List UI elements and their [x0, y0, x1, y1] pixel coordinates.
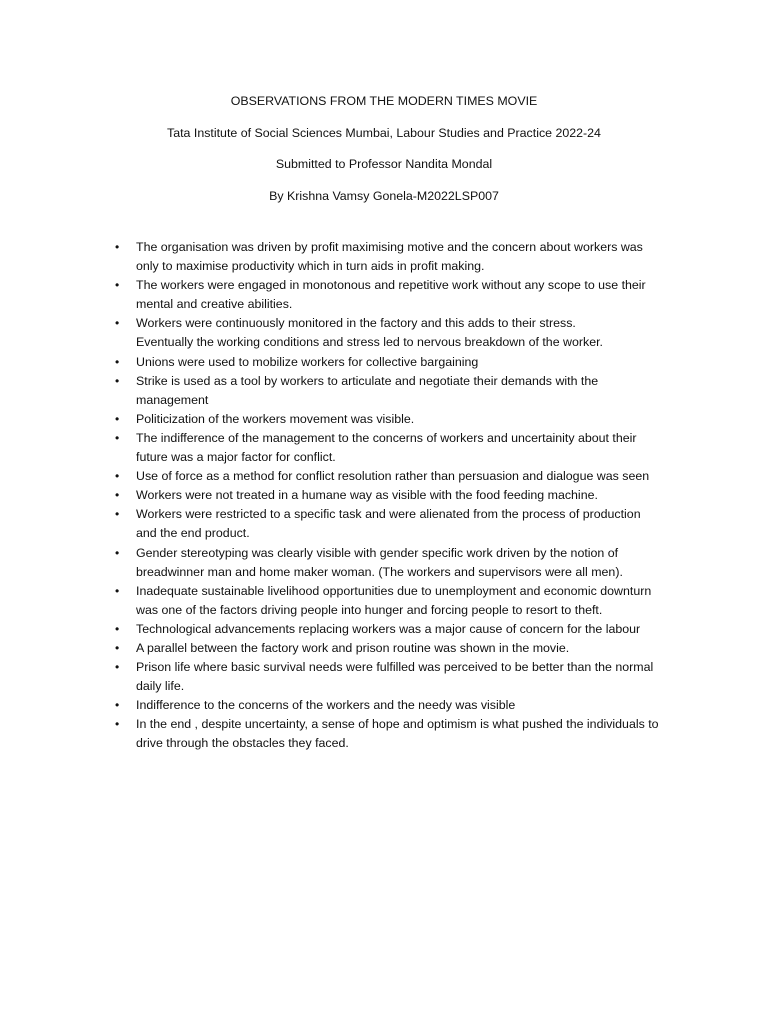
observation-item	[112, 715, 692, 753]
observation-text-line: Strike is used as a tool by workers to articulate and negotiate their demands with the	[136, 373, 599, 388]
bullet-dot-icon: •	[115, 488, 120, 503]
observation-item	[112, 314, 692, 352]
observation-text-line: was one of the factors driving people into hunger and forcing people to resort to theft.	[136, 602, 603, 617]
observation-text-line: drive through the obstacles they faced.	[136, 736, 349, 751]
observations-list	[112, 238, 692, 754]
observation-item	[112, 467, 692, 486]
observation-item	[112, 429, 692, 467]
observation-text-line: and the end product.	[136, 526, 250, 541]
observation-text-line: Workers were not treated in a humane way as visible with the food feeding machine.	[136, 488, 598, 503]
observation-item	[112, 505, 692, 543]
observation-text-line: The indifference of the management to the concerns of workers and uncertainity about their	[136, 430, 637, 445]
bullet-dot-icon: •	[115, 469, 120, 484]
observation-text-line: future was a major factor for conflict.	[136, 450, 336, 465]
observation-text-line: Eventually the working conditions and stress led to nervous breakdown of the worker.	[136, 335, 603, 350]
bullet-dot-icon: •	[115, 316, 120, 331]
bullet-dot-icon: •	[115, 640, 120, 655]
bullet-dot-icon: •	[115, 373, 120, 388]
observation-text-line: mental and creative abilities.	[136, 297, 293, 312]
observation-item	[112, 486, 692, 505]
observation-item	[112, 544, 692, 582]
bullet-dot-icon: •	[115, 354, 120, 369]
observation-text-line: Indifference to the concerns of the workers and the needy was visible	[136, 698, 516, 713]
observation-item	[112, 276, 692, 314]
observation-text-line: Technological advancements replacing workers was a major cause of concern for the labour	[136, 621, 641, 636]
observation-text-line: only to maximise productivity which in turn aids in profit making.	[136, 259, 485, 274]
bullet-dot-icon: •	[115, 278, 120, 293]
observation-text-line: Unions were used to mobilize workers for collective bargaining	[136, 354, 479, 369]
document-title: OBSERVATIONS FROM THE MODERN TIMES MOVIE	[230, 94, 538, 108]
observation-item	[112, 658, 692, 696]
bullet-dot-icon: •	[115, 583, 120, 598]
observation-text-line: The organisation was driven by profit maximising motive and the concern about workers was	[136, 240, 643, 254]
observation-item	[112, 639, 692, 658]
document-header	[0, 93, 768, 219]
observation-text-line: The workers were engaged in monotonous and repetitive work without any scope to use their	[136, 278, 646, 293]
observation-item	[112, 238, 692, 276]
observation-text-line: daily life.	[136, 679, 185, 694]
observation-text-line: Workers were restricted to a specific task and were alienated from the process of production	[136, 507, 641, 522]
observation-text-line: Use of force as a method for conflict resolution rather than persuasion and dialogue was seen	[136, 469, 650, 484]
bullet-dot-icon: •	[115, 717, 120, 732]
observation-text-line: breadwinner man and home maker woman. (The workers and supervisors were all men).	[136, 564, 623, 579]
observation-item	[112, 582, 692, 620]
bullet-dot-icon: •	[115, 430, 120, 445]
bullet-dot-icon: •	[115, 545, 120, 560]
observation-item	[112, 353, 692, 372]
bullet-dot-icon: •	[115, 660, 120, 675]
institute-line: Tata Institute of Social Sciences Mumbai, Labour Studies and Practice 2022-24	[167, 125, 601, 140]
observation-text-line: Prison life where basic survival needs were fulfilled was perceived to be better than the normal	[136, 660, 654, 675]
observation-text-line: In the end , despite uncertainty, a sense of hope and optimism is what pushed the individuals to	[136, 717, 659, 732]
observation-text-line: Inadequate sustainable livelihood opportunities due to unemployment and economic downturn	[136, 583, 652, 598]
observation-item	[112, 620, 692, 639]
observation-item	[112, 410, 692, 429]
observation-item	[112, 696, 692, 715]
bullet-dot-icon: •	[115, 507, 120, 522]
author-line: By Krishna Vamsy Gonela-M2022LSP007	[269, 188, 499, 203]
bullet-dot-icon: •	[115, 411, 120, 426]
bullet-dot-icon: •	[115, 621, 120, 636]
observation-text-line: management	[136, 392, 209, 407]
bullet-dot-icon: •	[115, 240, 120, 254]
observation-text-line: Gender stereotyping was clearly visible with gender specific work driven by the notion of	[136, 545, 619, 560]
submitted-to-line: Submitted to Professor Nandita Mondal	[275, 157, 493, 171]
observation-item	[112, 372, 692, 410]
bullet-dot-icon: •	[115, 698, 120, 713]
observation-text-line: Workers were continuously monitored in the factory and this adds to their stress.	[136, 316, 576, 331]
observation-text-line: A parallel between the factory work and prison routine was shown in the movie.	[136, 640, 570, 655]
observation-text-line: Politicization of the workers movement was visible.	[136, 411, 415, 426]
